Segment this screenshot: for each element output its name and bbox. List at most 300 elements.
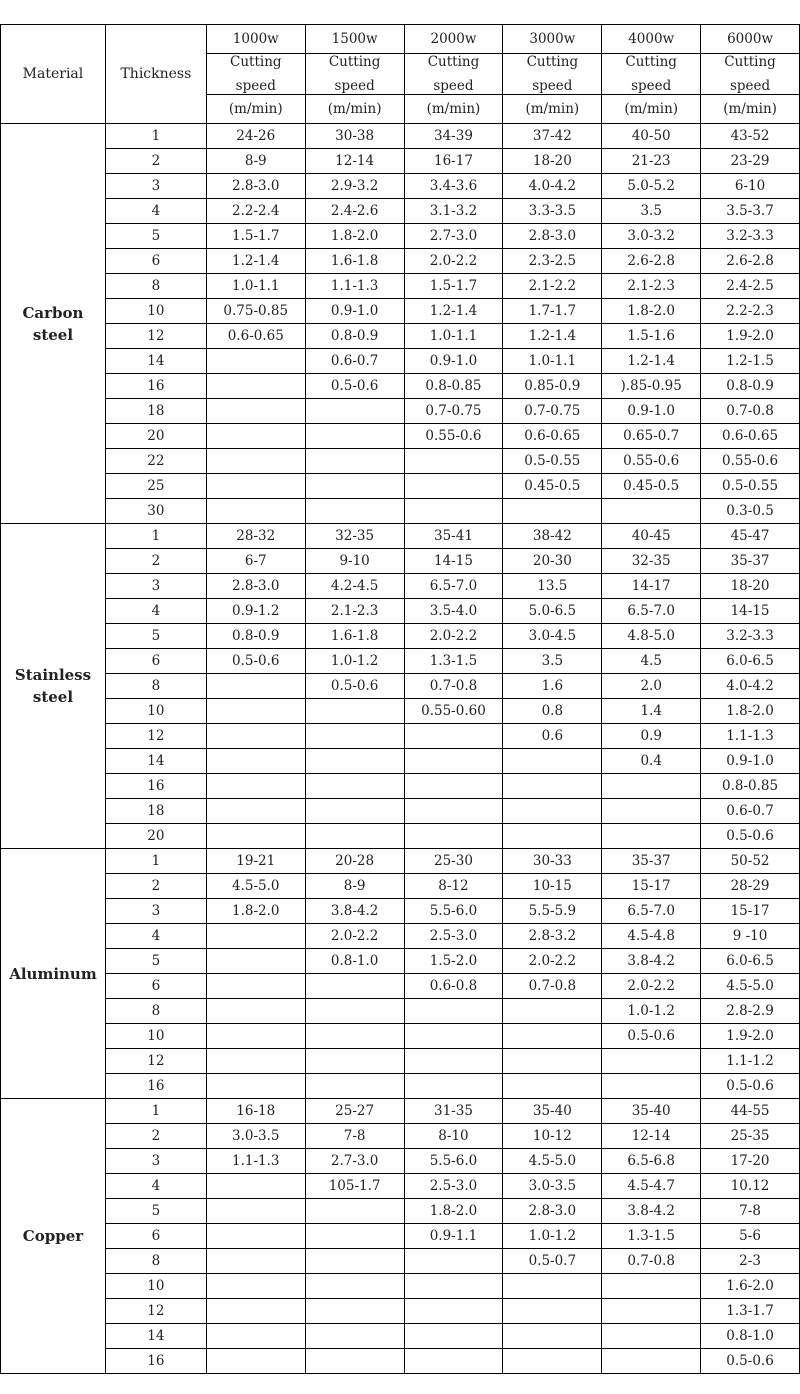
header-line-speed: speed xyxy=(729,78,771,94)
speed-cell: 2.7-3.0 xyxy=(305,1149,404,1174)
speed-cell xyxy=(602,1349,701,1374)
thickness-cell: 10 xyxy=(105,299,206,324)
speed-cell: 2.2-2.4 xyxy=(206,199,305,224)
thickness-cell: 16 xyxy=(105,774,206,799)
table-row xyxy=(1,299,800,324)
speed-cell xyxy=(206,1024,305,1049)
speed-cell: 6-7 xyxy=(206,549,305,574)
table-row xyxy=(1,1349,800,1374)
speed-cell xyxy=(503,749,602,774)
speed-cell: 40-50 xyxy=(602,124,701,149)
speed-cell: 0.85-0.9 xyxy=(503,374,602,399)
table-row xyxy=(1,624,800,649)
table-row xyxy=(1,1099,800,1124)
speed-cell: 1.5-1.6 xyxy=(602,324,701,349)
header-cutting-speed-1 xyxy=(206,54,305,95)
speed-cell: 37-42 xyxy=(503,124,602,149)
thickness-cell: 12 xyxy=(105,324,206,349)
thickness-cell: 4 xyxy=(105,599,206,624)
material-label: Aluminum xyxy=(1,849,106,1099)
speed-cell xyxy=(206,1074,305,1099)
speed-cell: 8-10 xyxy=(404,1124,503,1149)
speed-cell xyxy=(305,399,404,424)
speed-cell xyxy=(305,1199,404,1224)
thickness-cell: 1 xyxy=(105,524,206,549)
speed-cell: 0.5-0.6 xyxy=(701,824,800,849)
speed-cell xyxy=(404,999,503,1024)
speed-cell: 35-40 xyxy=(602,1099,701,1124)
material-label: Stainless steel xyxy=(1,524,106,849)
speed-cell: 105-1.7 xyxy=(305,1174,404,1199)
header-cutting-speed-6 xyxy=(701,54,800,95)
speed-cell: 1.2-1.4 xyxy=(404,299,503,324)
speed-cell: 2-3 xyxy=(701,1249,800,1274)
speed-cell xyxy=(305,1274,404,1299)
header-power-2000w: 2000w xyxy=(404,25,503,54)
thickness-cell: 4 xyxy=(105,1174,206,1199)
speed-cell: 2.1-2.3 xyxy=(305,599,404,624)
thickness-cell: 12 xyxy=(105,724,206,749)
speed-cell xyxy=(206,999,305,1024)
speed-cell xyxy=(602,824,701,849)
speed-cell xyxy=(305,999,404,1024)
table-row xyxy=(1,724,800,749)
speed-cell xyxy=(305,1249,404,1274)
speed-cell: 30-38 xyxy=(305,124,404,149)
table-row xyxy=(1,224,800,249)
thickness-cell: 1 xyxy=(105,849,206,874)
speed-cell xyxy=(206,474,305,499)
thickness-cell: 8 xyxy=(105,1249,206,1274)
table-row xyxy=(1,574,800,599)
table-row xyxy=(1,699,800,724)
table-row xyxy=(1,924,800,949)
speed-cell: 0.8-0.9 xyxy=(305,324,404,349)
speed-cell xyxy=(503,999,602,1024)
speed-cell xyxy=(206,824,305,849)
speed-cell: 1.5-2.0 xyxy=(404,949,503,974)
speed-cell: 6.5-7.0 xyxy=(602,899,701,924)
speed-cell xyxy=(206,1199,305,1224)
speed-cell: 6-10 xyxy=(701,174,800,199)
speed-cell xyxy=(602,774,701,799)
speed-cell: 2.2-2.3 xyxy=(701,299,800,324)
speed-cell: ).85-0.95 xyxy=(602,374,701,399)
thickness-cell: 20 xyxy=(105,824,206,849)
thickness-cell: 14 xyxy=(105,749,206,774)
speed-cell: 2.5-3.0 xyxy=(404,924,503,949)
speed-cell: 2.0-2.2 xyxy=(305,924,404,949)
thickness-cell: 12 xyxy=(105,1049,206,1074)
speed-cell: 4.5 xyxy=(602,649,701,674)
speed-cell: 1.9-2.0 xyxy=(701,1024,800,1049)
speed-cell xyxy=(602,499,701,524)
speed-cell: 50-52 xyxy=(701,849,800,874)
speed-cell xyxy=(602,1274,701,1299)
speed-cell: 0.8-0.85 xyxy=(404,374,503,399)
thickness-cell: 6 xyxy=(105,1224,206,1249)
header-cutting-speed-5 xyxy=(602,54,701,95)
speed-cell: 4.5-5.0 xyxy=(503,1149,602,1174)
thickness-cell: 10 xyxy=(105,1274,206,1299)
header-line-cutting: Cutting xyxy=(427,54,480,70)
speed-cell: 45-47 xyxy=(701,524,800,549)
thickness-cell: 8 xyxy=(105,999,206,1024)
speed-cell: 2.0-2.2 xyxy=(404,249,503,274)
speed-cell: 0.5-0.6 xyxy=(701,1349,800,1374)
thickness-cell: 6 xyxy=(105,249,206,274)
thickness-cell: 5 xyxy=(105,224,206,249)
speed-cell xyxy=(404,474,503,499)
table-row xyxy=(1,1324,800,1349)
speed-cell: 0.5-0.7 xyxy=(503,1249,602,1274)
speed-cell: 1.0-1.1 xyxy=(206,274,305,299)
speed-cell xyxy=(305,1299,404,1324)
speed-cell xyxy=(305,824,404,849)
thickness-cell: 10 xyxy=(105,1024,206,1049)
speed-cell: 2.8-3.0 xyxy=(503,224,602,249)
speed-cell: 5.0-6.5 xyxy=(503,599,602,624)
speed-cell xyxy=(305,474,404,499)
header-cutting-speed-4 xyxy=(503,54,602,95)
speed-cell: 19-21 xyxy=(206,849,305,874)
thickness-cell: 14 xyxy=(105,1324,206,1349)
speed-cell: 44-55 xyxy=(701,1099,800,1124)
speed-cell: 1.1-1.2 xyxy=(701,1049,800,1074)
speed-cell: 1.2-1.4 xyxy=(206,249,305,274)
speed-cell: 34-39 xyxy=(404,124,503,149)
speed-cell: 0.55-0.6 xyxy=(701,449,800,474)
speed-cell xyxy=(206,774,305,799)
speed-cell: 8-9 xyxy=(206,149,305,174)
speed-cell: 1.6-1.8 xyxy=(305,249,404,274)
speed-cell xyxy=(503,1074,602,1099)
speed-cell: 35-41 xyxy=(404,524,503,549)
speed-cell: 1.8-2.0 xyxy=(206,899,305,924)
speed-cell: 0.6-0.8 xyxy=(404,974,503,999)
table-row xyxy=(1,349,800,374)
speed-cell: 3.2-3.3 xyxy=(701,624,800,649)
speed-cell: 4.0-4.2 xyxy=(503,174,602,199)
header-line-cutting: Cutting xyxy=(724,54,776,70)
speed-cell: 5.5-6.0 xyxy=(404,899,503,924)
thickness-cell: 10 xyxy=(105,699,206,724)
speed-cell: 5-6 xyxy=(701,1224,800,1249)
speed-cell xyxy=(404,1299,503,1324)
header-row-power xyxy=(1,25,800,54)
speed-cell xyxy=(206,799,305,824)
table-row xyxy=(1,449,800,474)
table-row xyxy=(1,324,800,349)
speed-cell xyxy=(503,799,602,824)
speed-cell xyxy=(206,449,305,474)
speed-cell xyxy=(206,499,305,524)
speed-cell xyxy=(602,1324,701,1349)
table-row xyxy=(1,949,800,974)
speed-cell: 3.8-4.2 xyxy=(602,949,701,974)
thickness-cell: 18 xyxy=(105,799,206,824)
speed-cell: 0.8-1.0 xyxy=(701,1324,800,1349)
speed-cell: 30-33 xyxy=(503,849,602,874)
speed-cell: 4.5-5.0 xyxy=(206,874,305,899)
speed-cell: 0.7-0.75 xyxy=(503,399,602,424)
speed-cell xyxy=(206,1249,305,1274)
table-row xyxy=(1,1174,800,1199)
speed-cell: 0.6-0.65 xyxy=(503,424,602,449)
thickness-cell: 25 xyxy=(105,474,206,499)
speed-cell: 0.9-1.0 xyxy=(701,749,800,774)
speed-cell: 0.5-0.6 xyxy=(305,674,404,699)
speed-cell xyxy=(206,1299,305,1324)
thickness-cell: 16 xyxy=(105,374,206,399)
table-row xyxy=(1,424,800,449)
thickness-cell: 8 xyxy=(105,674,206,699)
table-row xyxy=(1,1199,800,1224)
speed-cell: 2.0-2.2 xyxy=(602,974,701,999)
speed-cell xyxy=(503,1299,602,1324)
thickness-cell: 3 xyxy=(105,899,206,924)
header-line-cutting: Cutting xyxy=(230,54,282,70)
speed-cell: 3.1-3.2 xyxy=(404,199,503,224)
speed-cell xyxy=(503,1049,602,1074)
thickness-cell: 5 xyxy=(105,624,206,649)
speed-cell: 0.45-0.5 xyxy=(602,474,701,499)
speed-cell: 1.6-2.0 xyxy=(701,1274,800,1299)
speed-cell xyxy=(404,724,503,749)
speed-cell: 1.8-2.0 xyxy=(701,699,800,724)
speed-cell: 3.5-4.0 xyxy=(404,599,503,624)
thickness-cell: 18 xyxy=(105,399,206,424)
header-power-1000w: 1000w xyxy=(206,25,305,54)
thickness-cell: 3 xyxy=(105,1149,206,1174)
header-power-6000w: 6000w xyxy=(701,25,800,54)
speed-cell xyxy=(404,774,503,799)
table-row xyxy=(1,199,800,224)
header-line-cutting: Cutting xyxy=(526,54,579,70)
speed-cell: 16-17 xyxy=(404,149,503,174)
speed-cell: 0.5-0.55 xyxy=(701,474,800,499)
table-row xyxy=(1,974,800,999)
speed-cell xyxy=(404,1074,503,1099)
speed-cell: 18-20 xyxy=(503,149,602,174)
speed-cell: 12-14 xyxy=(602,1124,701,1149)
header-line-speed: speed xyxy=(433,78,474,94)
speed-cell: 0.55-0.60 xyxy=(404,699,503,724)
thickness-cell: 6 xyxy=(105,974,206,999)
thickness-cell: 3 xyxy=(105,574,206,599)
speed-cell: 20-30 xyxy=(503,549,602,574)
speed-cell: 2.4-2.6 xyxy=(305,199,404,224)
speed-cell xyxy=(602,799,701,824)
speed-cell xyxy=(305,1349,404,1374)
speed-cell: 21-23 xyxy=(602,149,701,174)
speed-cell xyxy=(206,924,305,949)
speed-cell: 10-15 xyxy=(503,874,602,899)
speed-cell: 15-17 xyxy=(701,899,800,924)
speed-cell: 18-20 xyxy=(701,574,800,599)
speed-cell: 4.5-4.7 xyxy=(602,1174,701,1199)
speed-cell xyxy=(206,424,305,449)
speed-cell: 40-45 xyxy=(602,524,701,549)
speed-cell xyxy=(305,749,404,774)
table-row xyxy=(1,399,800,424)
speed-cell: 1.0-1.1 xyxy=(404,324,503,349)
header-power-4000w: 4000w xyxy=(602,25,701,54)
header-unit-5: (m/min) xyxy=(602,95,701,124)
speed-cell: 3.8-4.2 xyxy=(602,1199,701,1224)
header-power-1500w: 1500w xyxy=(305,25,404,54)
speed-cell xyxy=(305,1324,404,1349)
speed-cell: 2.7-3.0 xyxy=(404,224,503,249)
header-unit-4: (m/min) xyxy=(503,95,602,124)
speed-cell: 4.0-4.2 xyxy=(701,674,800,699)
speed-cell xyxy=(206,1349,305,1374)
speed-cell: 31-35 xyxy=(404,1099,503,1124)
speed-cell xyxy=(206,1324,305,1349)
table-row xyxy=(1,124,800,149)
speed-cell: 9-10 xyxy=(305,549,404,574)
speed-cell: 2.6-2.8 xyxy=(602,249,701,274)
thickness-cell: 1 xyxy=(105,124,206,149)
speed-cell: 2.8-2.9 xyxy=(701,999,800,1024)
speed-cell xyxy=(503,1324,602,1349)
speed-cell: 0.9-1.0 xyxy=(305,299,404,324)
speed-cell xyxy=(404,799,503,824)
speed-cell xyxy=(305,424,404,449)
speed-cell: 10-12 xyxy=(503,1124,602,1149)
thickness-cell: 2 xyxy=(105,874,206,899)
thickness-cell: 3 xyxy=(105,174,206,199)
speed-cell xyxy=(602,1074,701,1099)
speed-cell: 23-29 xyxy=(701,149,800,174)
table-row xyxy=(1,1149,800,1174)
speed-cell: 20-28 xyxy=(305,849,404,874)
speed-cell: 1.6-1.8 xyxy=(305,624,404,649)
thickness-cell: 16 xyxy=(105,1349,206,1374)
speed-cell xyxy=(305,449,404,474)
speed-cell: 1.3-1.5 xyxy=(404,649,503,674)
table-row xyxy=(1,799,800,824)
speed-cell xyxy=(404,1049,503,1074)
speed-cell xyxy=(404,1274,503,1299)
thickness-cell: 6 xyxy=(105,649,206,674)
speed-cell: 0.6-0.7 xyxy=(305,349,404,374)
speed-cell: 3.5-3.7 xyxy=(701,199,800,224)
speed-cell xyxy=(503,1274,602,1299)
thickness-cell: 5 xyxy=(105,949,206,974)
speed-cell: 1.2-1.4 xyxy=(602,349,701,374)
header-unit-1: (m/min) xyxy=(206,95,305,124)
table-row xyxy=(1,499,800,524)
speed-cell xyxy=(404,499,503,524)
speed-cell xyxy=(503,824,602,849)
speed-cell: 25-30 xyxy=(404,849,503,874)
speed-cell: 3.4-3.6 xyxy=(404,174,503,199)
speed-cell: 1.2-1.4 xyxy=(503,324,602,349)
speed-cell: 0.4 xyxy=(602,749,701,774)
speed-cell: 3.0-3.5 xyxy=(503,1174,602,1199)
speed-cell: 38-42 xyxy=(503,524,602,549)
speed-cell: 1.0-1.1 xyxy=(503,349,602,374)
speed-cell: 4.5-4.8 xyxy=(602,924,701,949)
speed-cell: 2.8-3.0 xyxy=(503,1199,602,1224)
speed-cell: 0.5-0.6 xyxy=(602,1024,701,1049)
speed-cell: 2.8-3.0 xyxy=(206,174,305,199)
material-label: Copper xyxy=(1,1099,106,1374)
speed-cell: 0.9-1.1 xyxy=(404,1224,503,1249)
speed-cell xyxy=(305,1049,404,1074)
speed-cell: 0.5-0.6 xyxy=(206,649,305,674)
speed-cell: 4.8-5.0 xyxy=(602,624,701,649)
speed-cell xyxy=(206,1274,305,1299)
speed-cell: 0.7-0.8 xyxy=(404,674,503,699)
speed-cell: 32-35 xyxy=(602,549,701,574)
speed-cell xyxy=(503,1024,602,1049)
table-row xyxy=(1,1274,800,1299)
speed-cell: 0.8-1.0 xyxy=(305,949,404,974)
table-row xyxy=(1,1299,800,1324)
speed-cell: 4.5-5.0 xyxy=(701,974,800,999)
table-row xyxy=(1,1049,800,1074)
speed-cell: 1.3-1.7 xyxy=(701,1299,800,1324)
thickness-cell: 8 xyxy=(105,274,206,299)
speed-cell xyxy=(206,724,305,749)
speed-cell xyxy=(305,499,404,524)
speed-cell: 2.3-2.5 xyxy=(503,249,602,274)
speed-cell: 2.6-2.8 xyxy=(701,249,800,274)
speed-cell: 16-18 xyxy=(206,1099,305,1124)
speed-cell: 2.8-3.0 xyxy=(206,574,305,599)
speed-cell: 2.4-2.5 xyxy=(701,274,800,299)
speed-cell: 0.3-0.5 xyxy=(701,499,800,524)
table-row xyxy=(1,674,800,699)
table-row xyxy=(1,999,800,1024)
speed-cell: 0.8 xyxy=(503,699,602,724)
header-unit-2: (m/min) xyxy=(305,95,404,124)
speed-cell xyxy=(305,1074,404,1099)
header-unit-3: (m/min) xyxy=(404,95,503,124)
speed-cell: 1.5-1.7 xyxy=(404,274,503,299)
speed-cell: 28-29 xyxy=(701,874,800,899)
thickness-cell: 22 xyxy=(105,449,206,474)
speed-cell: 14-15 xyxy=(404,549,503,574)
header-line-speed: speed xyxy=(235,78,276,94)
speed-cell: 0.7-0.75 xyxy=(404,399,503,424)
speed-cell: 6.5-7.0 xyxy=(602,599,701,624)
speed-cell xyxy=(404,1024,503,1049)
speed-cell: 1.8-2.0 xyxy=(602,299,701,324)
speed-cell: 24-26 xyxy=(206,124,305,149)
header-cutting-speed-3 xyxy=(404,54,503,95)
speed-cell: 0.6-0.65 xyxy=(701,424,800,449)
thickness-cell: 20 xyxy=(105,424,206,449)
speed-cell xyxy=(305,1024,404,1049)
table-row xyxy=(1,649,800,674)
speed-cell: 43-52 xyxy=(701,124,800,149)
thickness-cell: 12 xyxy=(105,1299,206,1324)
speed-cell: 1.6 xyxy=(503,674,602,699)
header-line-cutting: Cutting xyxy=(328,54,381,70)
table-row xyxy=(1,1249,800,1274)
speed-cell: 35-37 xyxy=(602,849,701,874)
speed-cell: 0.9 xyxy=(602,724,701,749)
header-line-speed: speed xyxy=(532,78,573,94)
speed-cell: 35-37 xyxy=(701,549,800,574)
speed-cell: 1.1-1.3 xyxy=(206,1149,305,1174)
speed-cell: 25-27 xyxy=(305,1099,404,1124)
speed-cell: 0.6-0.7 xyxy=(701,799,800,824)
speed-cell xyxy=(206,949,305,974)
